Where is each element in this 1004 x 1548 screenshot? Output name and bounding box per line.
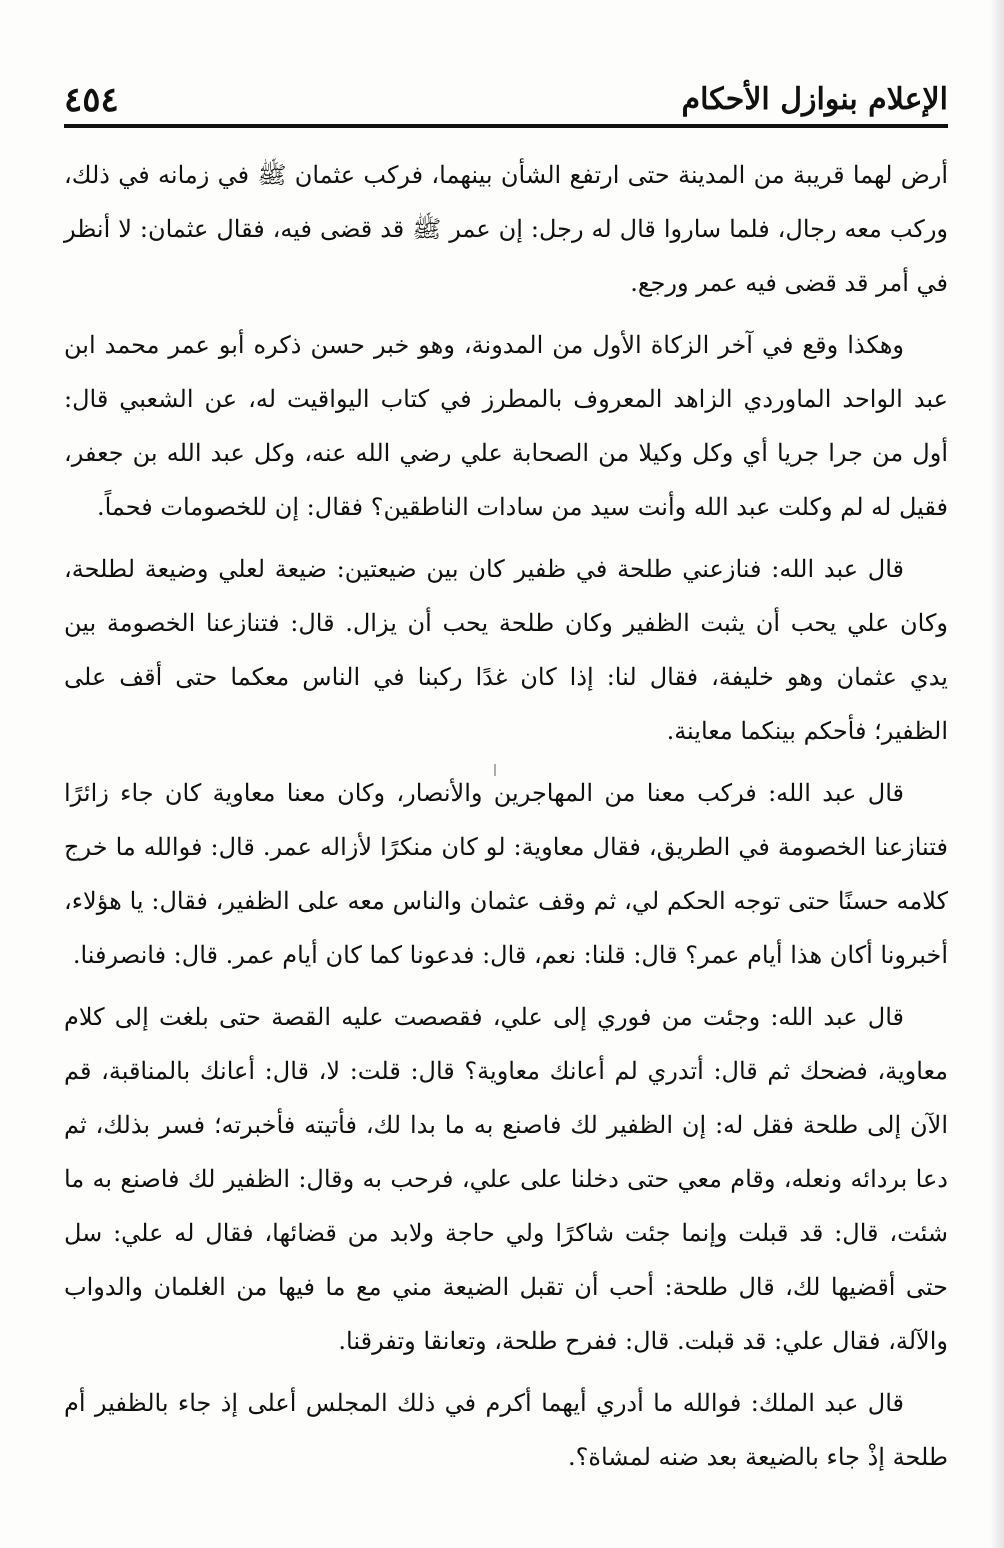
header-divider bbox=[64, 124, 948, 128]
paragraph-4: قال عبد الله: فركب معنا من المهاجرين والأنصار، وكان معنا معاوية كان جاء زائرًا فتنازعنا الخصومة في الطريق، فقال معاوية: لو كان منكرًا لأزاله عمر. قال: فوالله ما خرج كلامه حسنًا حتى توجه الحكم لي، ثم وقف عثمان والناس معه على الظفير، فقال: يا هؤلاء، أخبرونا أكان هذا أيام عمر؟ قال: قلنا: نعم، قال: فدعونا كما كان أيام عمر. قال: فانصرفنا. bbox=[64, 779, 948, 969]
page-edge-shadow bbox=[990, 0, 1004, 1548]
paragraph-5: قال عبد الله: وجئت من فوري إلى علي، فقصصت عليه القصة حتى بلغت إلى كلام معاوية، فضحك ثم قال: أتدري لم أعانك معاوية؟ قال: قلت: لا، قال: أعانك بالمناقبة، قم الآن إلى طلحة فقل له: إن الظفير لك فاصنع به ما بدا لك، فأتيته فأخبرته؛ فسر بذلك، ثم دعا بردائه ونعله، وقام معي حتى دخلنا على علي، فرحب به وقال: الظفير لك فاصنع به ما شئت، قال: قد قبلت وإنما جئت شاكرًا ولي حاجة ولابد من قضائها، فقال له علي: سل حتى أقضيها لك، قال طلحة: أحب أن تقبل الضيعة مني مع ما فيها من الغلمان والدواب والآلة، فقال علي: قد قبلت. قال: ففرح طلحة، وتعانقا وتفرقنا. bbox=[64, 1003, 949, 1355]
paragraph-3: قال عبد الله: فنازعني طلحة في ظفير كان بين ضيعتين: ضيعة لعلي وضيعة لطلحة، وكان علي يحب أن يثبت الظفير وكان طلحة يحب أن يزال. قال: فتنازعنا الخصومة بين يدي عثمان وهو خليفة، فقال لنا: إذا كان غدًا ركبنا في الناس معكما حتى أقف على الظفير؛ فأحكم بينكما معاينة. bbox=[64, 555, 948, 745]
paragraph-1: أرض لهما قريبة من المدينة حتى ارتفع الشأن بينهما، فركب عثمان ﷺ في زمانه في ذلك، وركب معه رجال، فلما ساروا قال له رجل: إن عمر ﷺ قد قضى فيه، فقال عثمان: لا أنظر في أمر قد قضى فيه عمر ورجع. bbox=[64, 161, 949, 297]
paragraph-6: قال عبد الملك: فوالله ما أدري أيهما أكرم في ذلك المجلس أعلى إذ جاء بالظفير أم طلحة إذْ جاء بالضيعة بعد ضنه لمشاة؟. bbox=[64, 1389, 948, 1471]
scan-speck bbox=[494, 764, 496, 776]
page-number: ٤٥٤ bbox=[64, 80, 119, 120]
paragraph-2: وهكذا وقع في آخر الزكاة الأول من المدونة، وهو خبر حسن ذكره أبو عمر محمد ابن عبد الواحد الماوردي الزاهد المعروف بالمطرز في كتاب اليواقيت له، عن الشعبي قال: أول من جرا جريا أي وكل وكيلا من الصحابة علي رضي الله عنه، وكل عبد الله بن جعفر، فقيل له لم وكلت عبد الله وأنت سيد من سادات الناطقين؟ فقال: إن للخصومات فحماً. bbox=[64, 331, 948, 521]
running-header bbox=[64, 76, 948, 128]
body-text bbox=[64, 148, 948, 1492]
book-title: الإعلام بنوازل الأحكام bbox=[681, 82, 948, 117]
